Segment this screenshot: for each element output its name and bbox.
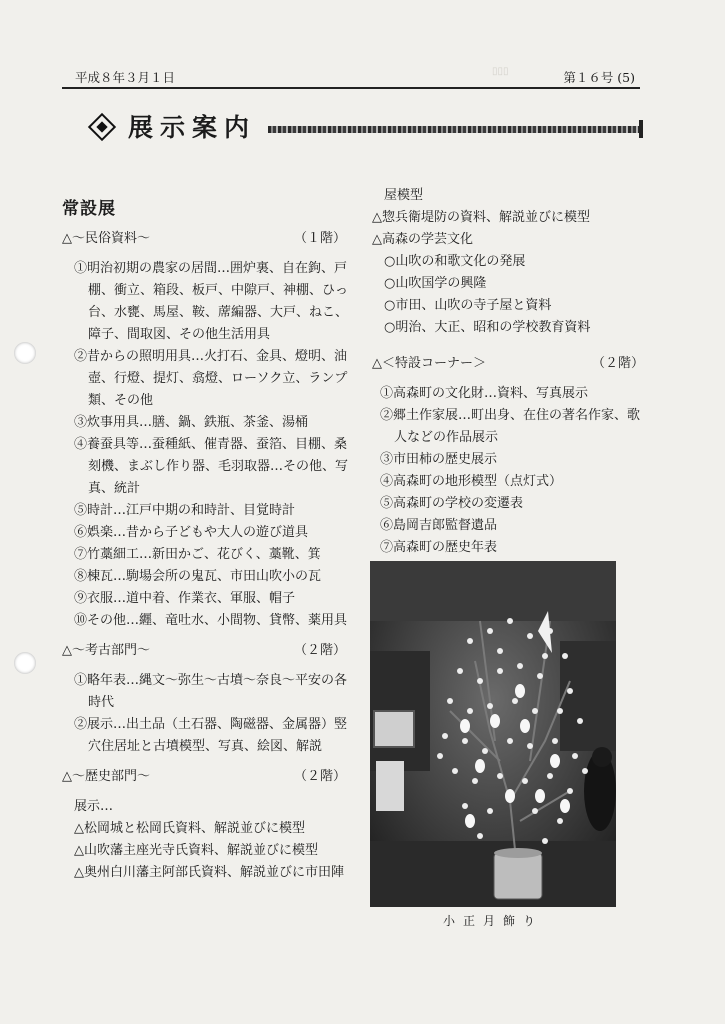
list-item: ⑤高森町の学校の変遷表	[380, 496, 524, 511]
list-item: ○山吹の和歌文化の発展	[384, 254, 526, 269]
title-bar-end	[639, 120, 643, 138]
list-item: ○明治、大正、昭和の学校教育資料	[384, 320, 591, 335]
list-item: △惣兵衛堤防の資料、解説並びに模型	[372, 210, 590, 225]
special-heading: △＜特設コーナー＞	[372, 356, 486, 371]
special-floor: （２階）	[591, 356, 644, 371]
list-item: △松岡城と松岡氏資料、解説並びに模型	[74, 821, 305, 836]
diamond-bullet-icon	[88, 113, 116, 141]
list-item: ④高森町の地形模型（点灯式）	[380, 474, 563, 489]
left-column	[62, 198, 352, 892]
list-item: ②展示…出土品（土石器、陶磁器、金属器）竪穴住居址と古墳模型、写真、絵図、解説	[74, 717, 348, 754]
history-heading: △～歴史部門～	[62, 769, 150, 784]
punch-hole	[14, 652, 36, 674]
list-item: ⑧棟瓦…駒場会所の鬼瓦、市田山吹小の瓦	[74, 569, 322, 584]
issue-date: 平成８年３月１日	[75, 70, 176, 85]
permanent-exhibit-title: 常設展	[62, 199, 116, 219]
culture-item-list	[384, 251, 650, 339]
photo-caption: 小正月飾り	[442, 914, 543, 928]
list-item: △奥州白川藩主阿部氏資料、解説並びに市田陣	[74, 865, 344, 880]
header-rule	[62, 87, 640, 89]
list-item: ⑨衣服…道中着、作業衣、軍服、帽子	[74, 591, 296, 606]
list-item: ○市田、山吹の寺子屋と資料	[384, 298, 552, 313]
special-heading-row	[372, 353, 650, 375]
list-item: ⑥娯楽…昔から子どもや大人の遊び道具	[74, 525, 309, 540]
history-item-list	[74, 796, 352, 884]
bleed-through-text: ▯▯▯	[492, 66, 509, 77]
history-intro: 展示…	[74, 799, 114, 814]
folk-floor: （１階）	[293, 231, 346, 246]
list-item: ○山吹国学の興隆	[384, 276, 487, 291]
koshogatsu-decoration-photo	[370, 561, 616, 907]
right-column	[372, 185, 650, 567]
archaeology-heading: △～考古部門～	[62, 643, 150, 658]
list-item: ⑤時計…江戸中期の和時計、目覚時計	[74, 503, 296, 518]
list-item: ⑦竹藁細工…新田かご、花びく、藁靴、箕	[74, 547, 321, 562]
archaeology-floor: （２階）	[293, 643, 346, 658]
folk-item-list	[74, 258, 352, 632]
list-item: ④養蚕具等…蚕種紙、催青器、蚕箔、目棚、桑刻機、まぶし作り器、毛羽取器…その他、写真、統計	[74, 437, 349, 496]
list-item: ③市田柿の歴史展示	[380, 452, 498, 467]
folk-heading-row	[62, 228, 352, 250]
list-item: ③炊事用具…膳、鍋、鉄瓶、茶釜、湯桶	[74, 415, 309, 430]
list-item: ①明治初期の農家の居間…囲炉裏、自在鉤、戸棚、衝立、箱段、板戸、中隙戸、神棚、ひっ台、水甕、馬屋、鞍、蓆編器、大戸、ねこ、障子、間取図、その他生活用具	[74, 261, 349, 342]
archaeology-item-list	[74, 670, 352, 758]
archaeology-heading-row	[62, 640, 352, 662]
list-item: △高森の学芸文化	[372, 232, 473, 247]
list-item: ⑦高森町の歴史年表	[380, 540, 498, 555]
title-decorative-bar	[268, 126, 643, 133]
list-item: ⑥島岡吉郎監督遺品	[380, 518, 498, 533]
history-floor: （２階）	[293, 769, 346, 784]
list-item: ⑩その他…纒、竜吐水、小間物、貸幣、薬用具	[74, 613, 348, 628]
folk-heading: △～民俗資料～	[62, 231, 150, 246]
special-item-list	[380, 383, 650, 559]
list-item: ②昔からの照明用具…火打石、金具、燈明、油壺、行燈、提灯、翕燈、ローソク立、ランプ類、その他	[74, 349, 348, 408]
list-item: △山吹藩主座光寺氏資料、解説並びに模型	[74, 843, 318, 858]
list-item: ①略年表…縄文～弥生～古墳～奈良～平安の各時代	[74, 673, 348, 710]
punch-hole	[14, 342, 36, 364]
list-item: ②郷土作家展…町出身、在住の著名作家、歌人などの作品展示	[380, 408, 641, 445]
issue-number: 第１６号 (5)	[563, 70, 635, 85]
section-title: 展示案内	[128, 113, 257, 142]
list-item: ①高森町の文化財…資料、写真展示	[380, 386, 589, 401]
history-heading-row	[62, 766, 352, 788]
continued-line: 屋模型	[384, 188, 424, 203]
